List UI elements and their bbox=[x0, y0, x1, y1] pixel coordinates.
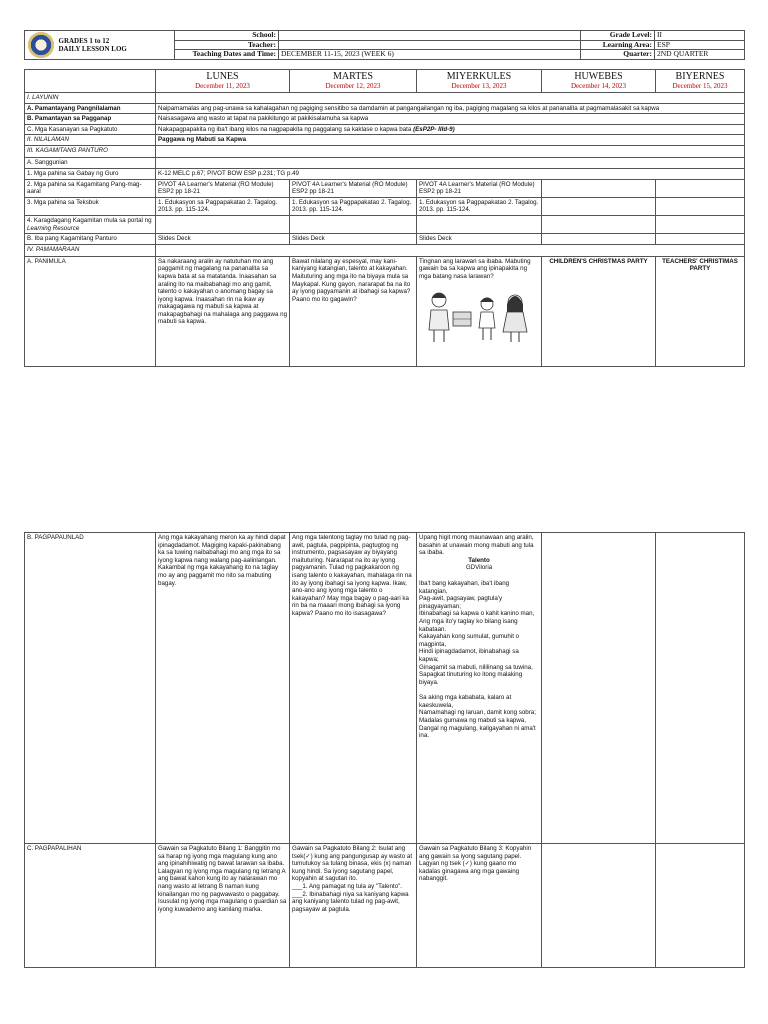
pamantayan-label: A. Pamantayang Pangnilalaman bbox=[25, 103, 156, 114]
section-pamamaraan: IV. PAMAMARAAN bbox=[25, 244, 156, 256]
sanggunian-label: A. Sanggunian bbox=[25, 157, 156, 168]
pang-mag-aaral-lunes: PIVOT 4A Learner's Material (RO Module) ESP2 pp 18-21 bbox=[156, 179, 290, 197]
teksbuk-miyerkules: 1. Edukasyon sa Pagpapakatao 2. Tagalog. 2013. pp. 115-124. bbox=[417, 197, 542, 215]
title-line1: GRADES 1 to 12 bbox=[58, 36, 110, 45]
pagpapalihan-label: C. PAGPAPALIHAN bbox=[25, 844, 156, 968]
dates-label: Teaching Dates and Time: bbox=[175, 50, 279, 60]
title-line2: DAILY LESSON LOG bbox=[58, 45, 127, 53]
paunlad-label: B. PAGPAPAUNLAD bbox=[25, 533, 156, 844]
teacher-label: Teacher: bbox=[175, 40, 279, 50]
panimula-lunes: Sa nakaraang aralin ay natutuhan mo ang paggamit ng magalang na pananalita sa kapwa bata at sa matatanda. Inaasahan sa araling ito na maibabahagi mo ang gamit, talento o kakayahan o anomang bagay sa iyong kapwa. Inaasahan rin na ikaw ay makagagawa ng mabuti sa kapwa at makapagbahagi na mahalaga ang paggawa ng mabuti sa kapwa. bbox=[156, 256, 290, 366]
pamantayan-text: Naipamamalas ang pag-unawa sa kahalagahan ng pagiging sensitibo sa damdamin at pangangailangan ng iba, pagiging magalang sa kilos at pananalita at pagmamalasakit sa kapwa bbox=[156, 103, 745, 114]
quarter-label: Quarter: bbox=[581, 50, 655, 60]
pali-miyerkules: Gawain sa Pagkatuto Bilang 3: Kopyahin ang gawain sa iyong sagutang papel. Lagyan ng tsek (✓) kung gaano mo kadalas ginagawa ang mga gawaing nabanggit. bbox=[417, 844, 542, 968]
kasanayan-text: Nakapagpapakita ng iba't ibang kilos na nagpapakita ng paggalang sa kaklase o kapwa bata bbox=[158, 125, 412, 133]
day-header-lunes: LUNES December 11, 2023 bbox=[156, 70, 290, 93]
iba-label: B. Iba pang Kagamitang Panturo bbox=[25, 234, 156, 245]
pang-mag-aaral-martes: PIVOT 4A Learner's Material (RO Module) ESP2 pp 18-21 bbox=[290, 179, 417, 197]
kasanayan-label: C. Mga Kasanayan sa Pagkatuto bbox=[25, 124, 156, 135]
panimula-biyernes: TEACHERS' CHRISTIMAS PARTY bbox=[656, 256, 745, 366]
panimula-huwebes: CHILDREN'S CHRISTMAS PARTY bbox=[542, 256, 656, 366]
teksbuk-martes: 1. Edukasyon sa Pagpapakatao 2. Tagalog. 2013. pp. 115-124. bbox=[290, 197, 417, 215]
grade-field[interactable]: II bbox=[655, 31, 745, 41]
karagdagan-label: 4. Karagdagang Kagamitan mula sa portal ng Learning Resource bbox=[25, 215, 156, 233]
gabay-text: K-12 MELC p.67; PIVOT BOW ESP p.231; TG p.49 bbox=[156, 168, 745, 179]
panimula-miyerkules-cell bbox=[417, 256, 542, 366]
day-header-huwebes: HUWEBES December 14, 2023 bbox=[542, 70, 656, 93]
day-header-biyernes: BIYERNES December 15, 2023 bbox=[656, 70, 745, 93]
day-header-miyerkules: MIYERKULES December 13, 2023 bbox=[417, 70, 542, 93]
paunlad-martes: Ang mga talentong taglay mo tulad ng pag-awit, pagtula, pagpipinta, pagtugtog ng instrumento, pagsasayaw ay biyayang maituturing. Nararapat na ito ay iyong pagyamanin. Tulad ng pagkakaroon ng isang talento o kakayahan, mahalaga rin na ito ay iyong ibahagi sa iyong kapwa. Ikaw, ano-ano ang iyong mga talento o kakayahan? May mga bagay o pag-aari ka rin ba na maaari mong ibahagi sa iyong kapwa? Paano mo ito isasagawa? bbox=[290, 533, 417, 844]
children-sharing-illustration bbox=[419, 284, 537, 346]
poem-stanza-2: Sa aking mga kababata, kalaro at kaeskuwela, Namamahagi ng laruan, damit kong sobra; Madalas gumawa ng mabuti sa kapwa, Dangal ng magulang, kaligayahan ni ama't ina. bbox=[419, 694, 536, 740]
day-header-martes: MARTES December 12, 2023 bbox=[290, 70, 417, 93]
panimula-label: A. PANIMULA bbox=[25, 256, 156, 366]
paunlad-lunes: Ang mga kakayahang meron ka ay hindi dapat ipinagdadamot. Magiging kapaki-pakinabang ka sa tuwing naibabahagi mo ang mga ito sa iyong kapwa nang walang pag-aalinlangan. Kakambal ng mga kakayahang ito na taglay mo ay ang paggamit mo nito sa mabuting bagay. bbox=[156, 533, 290, 844]
iba-lunes: Slides Deck bbox=[156, 234, 290, 245]
dates-field[interactable]: DECEMBER 11-15, 2023 (WEEK 6) bbox=[279, 50, 581, 60]
nilalaman-text: Paggawa ng Mabuti sa Kapwa bbox=[156, 135, 745, 146]
pagganap-label: B. Pamantayan sa Pagganap bbox=[25, 114, 156, 125]
kasanayan-code: (EsP2P- IIId-9) bbox=[413, 125, 455, 133]
teksbuk-label: 3. Mga pahina sa Teksbuk bbox=[25, 197, 156, 215]
section-nilalaman: II. NILALAMAN bbox=[25, 135, 156, 146]
panimula-martes: Bawat nilalang ay espesyal, may kani-kaniyang katangian, talento at kakayahan. Maituturing ang mga ito na biyaya mula sa Maykapal. Kung gayon, nararapat ba na ito ay iyong pagyamanin at ibahagi sa kapwa? Paano mo ito gagawin? bbox=[290, 256, 417, 366]
lesson-table-page1 bbox=[24, 69, 745, 367]
kasanayan-cell bbox=[156, 124, 745, 135]
section-kagamitan: III. KAGAMITANG PANTURO bbox=[25, 145, 156, 157]
poem-stanza-1: Iba't bang kakayahan, iba't ibang katangian, Pag-awit, pagsayaw, pagtula'y pinagyayaman; Ibinabahagi sa kapwa o kahit kanino man, Ang mga ito'y taglay ko bilang isang kabataan. Kakayahan kong sumulat, gumuhit o magpinta, Hindi ipinagdadamot, ibinabahagi sa kapwa; Ginagamit sa mabuti, nililinang sa tuwina, Sapagkat tinuturing ko itong malaking biyaya. bbox=[419, 579, 535, 686]
iba-miyerkules: Slides Deck bbox=[417, 234, 542, 245]
iba-martes: Slides Deck bbox=[290, 234, 417, 245]
paunlad-miyerkules bbox=[417, 533, 542, 844]
panimula-miyerkules: Tingnan ang larawan sa ibaba. Mabuting gawain ba sa kapwa ang ipinapakita ng mga batang nasa larawan? bbox=[419, 257, 531, 280]
school-label: School: bbox=[175, 31, 279, 41]
teksbuk-lunes: 1. Edukasyon sa Pagpapakatao 2. Tagalog. 2013. pp. 115-124. bbox=[156, 197, 290, 215]
corner-cell bbox=[25, 70, 156, 93]
form-title bbox=[57, 31, 175, 60]
header-table bbox=[24, 30, 745, 60]
area-label: Learning Area: bbox=[581, 40, 655, 50]
poem-intro: Upang higit mong maunawaan ang aralin, basahin at unawain mong mabuti ang tula sa ibaba. bbox=[419, 534, 534, 557]
grade-label: Grade Level: bbox=[581, 31, 655, 41]
quarter-field[interactable]: 2ND QUARTER bbox=[655, 50, 745, 60]
lesson-table-page2 bbox=[24, 532, 745, 968]
school-field[interactable] bbox=[279, 31, 581, 41]
pali-lunes: Gawain sa Pagkatuto Bilang 1: Banggitin mo sa harap ng iyong mga magulang kung ano ang ipinahihiwatig ng bawat larawan sa ibaba. Lalagyan ng iyong mga magulang ng letrang A ang bawat kahon kung ito ay nalarawan mo nang wasto at letrang B naman kung kinailangan mo ng pagwawasto o paggabay. Isusulat ng iyong mga magulang o guardian sa iyong kuwaderno ang kanilang marka. bbox=[156, 844, 290, 968]
deped-seal bbox=[25, 31, 57, 60]
section-layunin: I. LAYUNIN bbox=[25, 93, 156, 104]
teacher-field[interactable] bbox=[279, 40, 581, 50]
pang-mag-aaral-miyerkules: PIVOT 4A Learner's Material (RO Module) ESP2 pp 18-21 bbox=[417, 179, 542, 197]
area-field[interactable]: ESP bbox=[655, 40, 745, 50]
pagganap-text: Naisasagawa ang wasto at tapat na pakikitungo at pakikisalamuha sa kapwa bbox=[156, 114, 745, 125]
pang-mag-aaral-label: 2. Mga pahina sa Kagamitang Pang-mag-aaral bbox=[25, 179, 156, 197]
poem-author: GDViloria bbox=[465, 564, 493, 572]
gabay-label: 1. Mga pahina sa Gabay ng Guro bbox=[25, 168, 156, 179]
pali-martes: Gawain sa Pagkatuto Bilang 2: Isulat ang tsek(✓) kung ang pangungusap ay wasto at tumutukoy sa tulang binasa, ekis (x) naman kung hindi. Sa iyong sagutang papel, kopyahin at sagutan ito. ___1. Ang pamagat ng tula ay "Talento". ___2. Ibinabahagi niya sa kaniyang kapwa ang kaniyang talento tulad ng pag-awit, pagsayaw at pagtula. bbox=[290, 844, 417, 968]
poem-title: Talento bbox=[468, 556, 490, 564]
